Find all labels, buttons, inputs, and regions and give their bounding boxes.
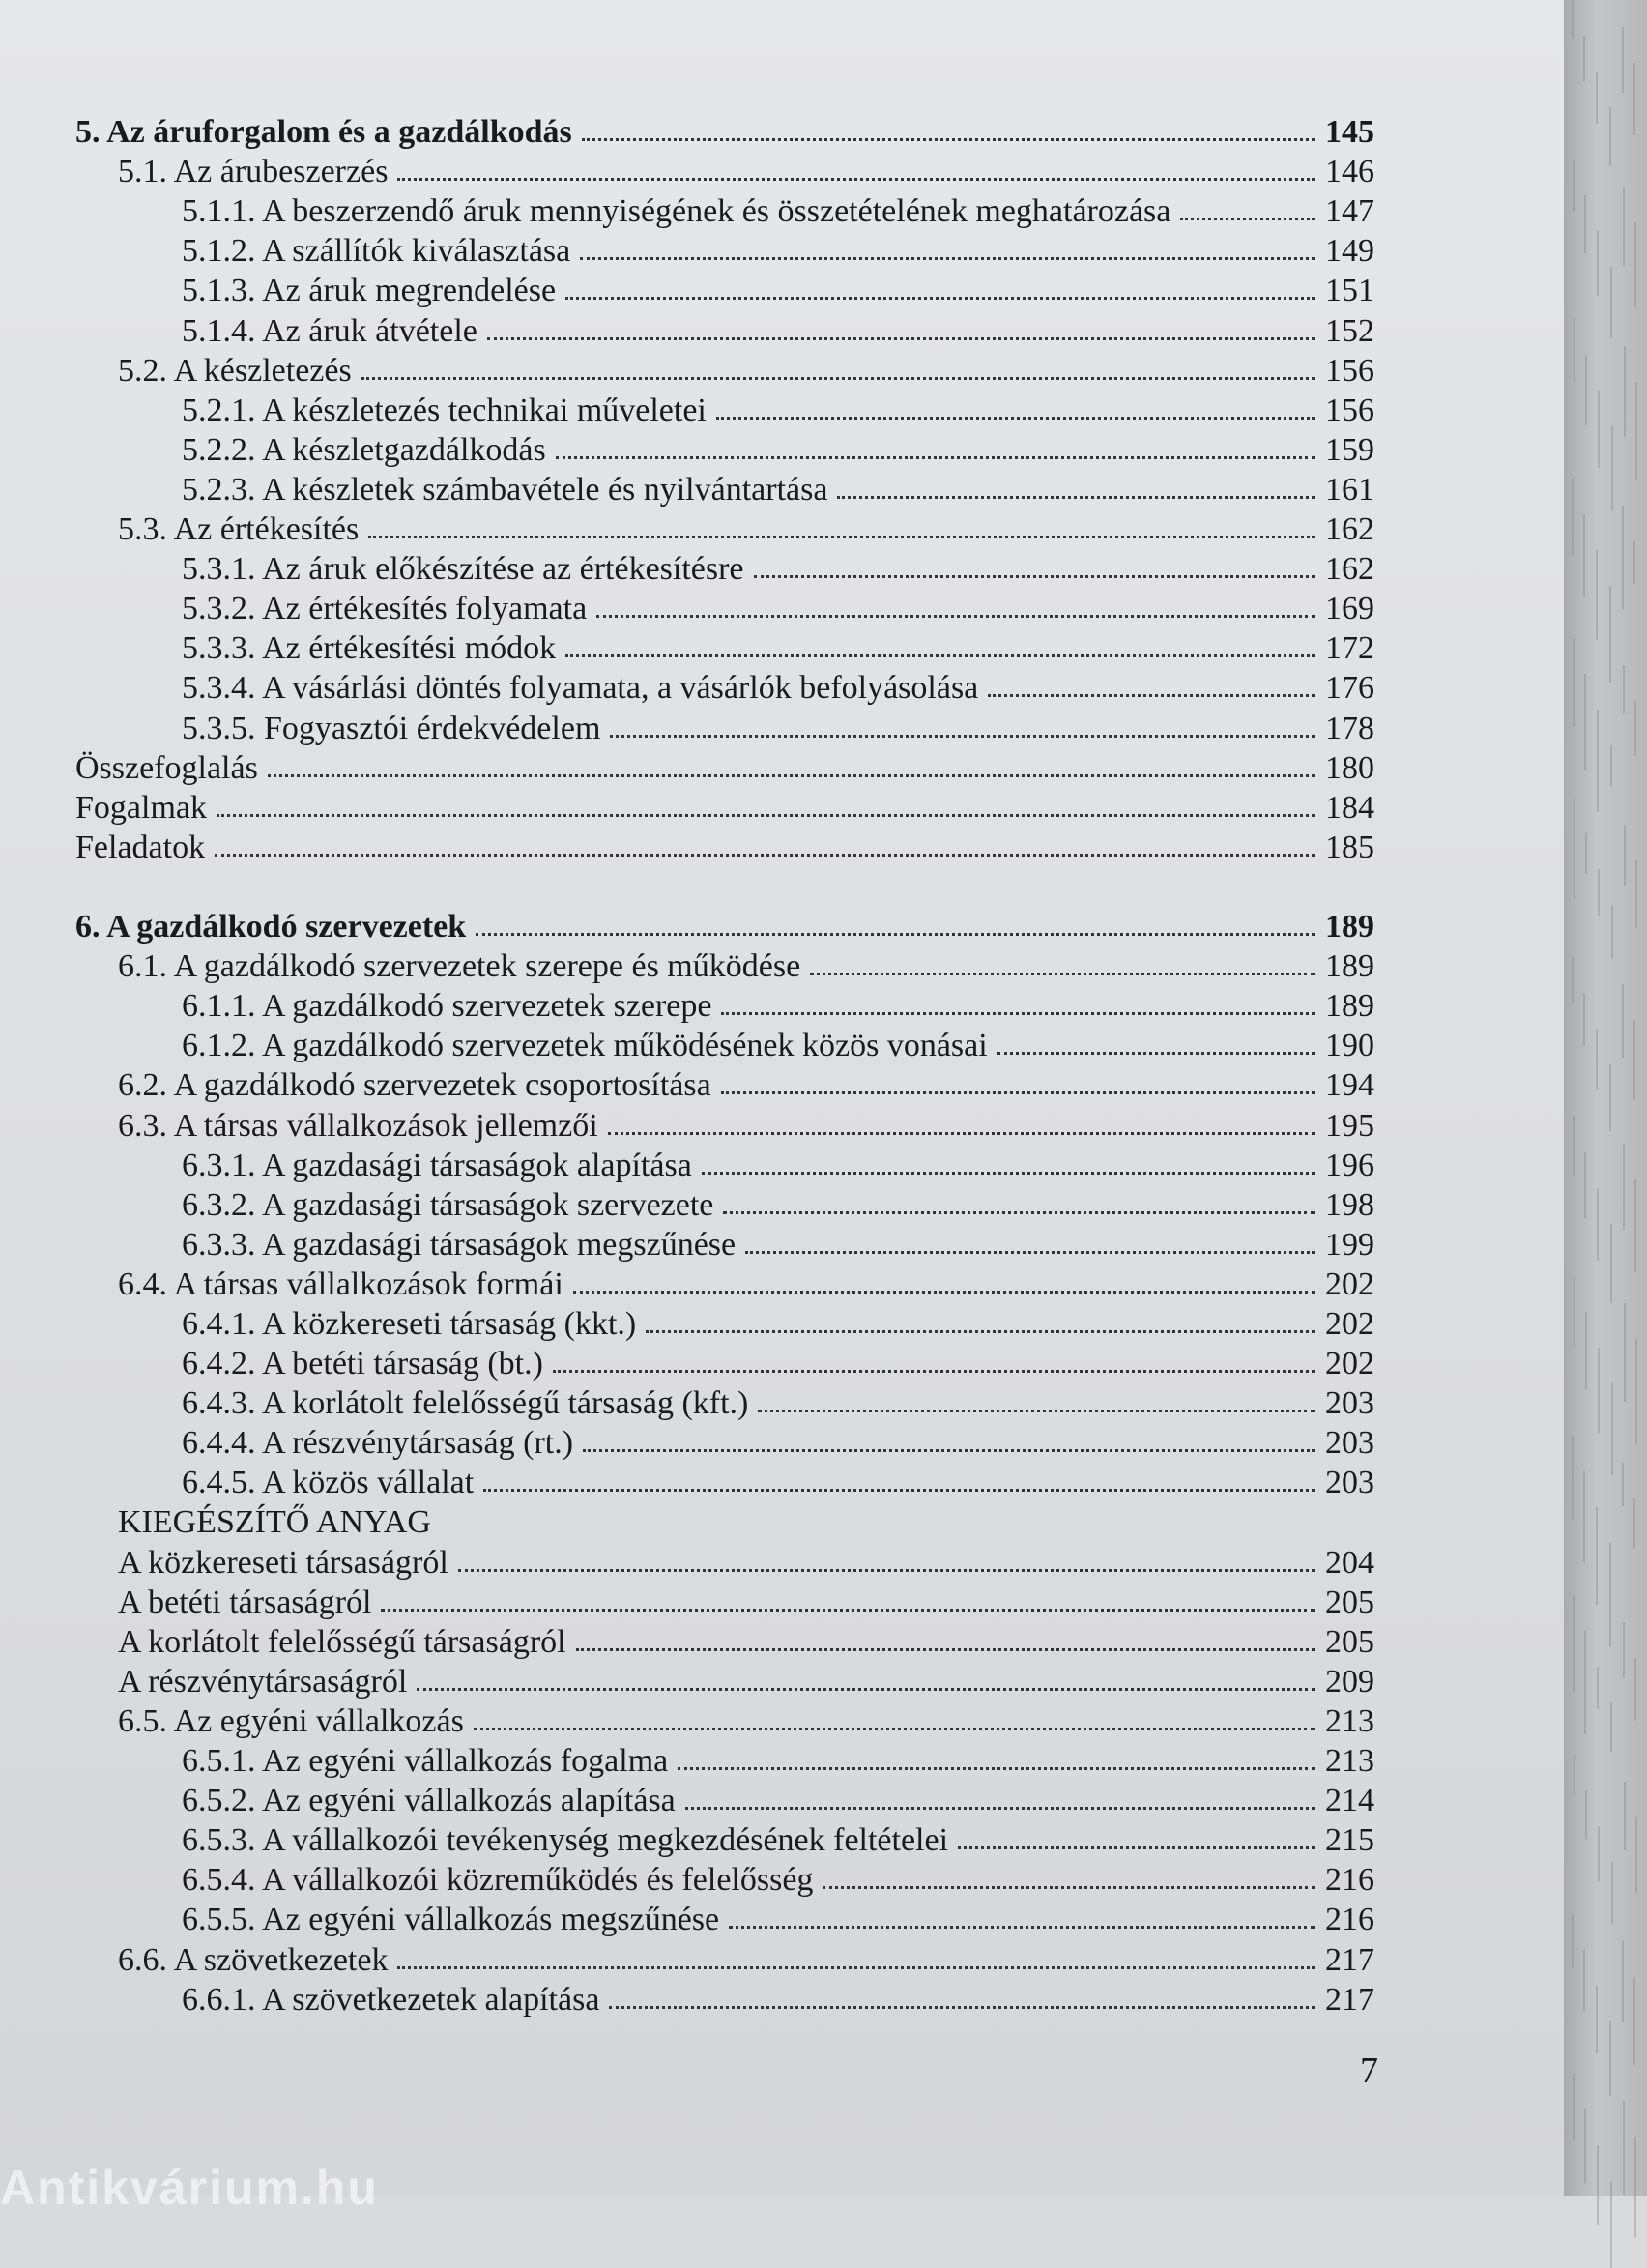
toc-entry [182,1463,1374,1502]
toc-entry-title: Összefoglalás [75,750,258,786]
dot-leader [215,854,1315,857]
spine-texture-line [1583,993,1585,1046]
toc-entry-page: 205 [1325,1585,1374,1620]
toc-entry-title: 6.3. A társas vállalkozások jellemzői [118,1108,598,1144]
dot-leader [745,1251,1315,1254]
toc-entry-title: 6.6. A szövetkezetek [118,1942,389,1978]
toc-entry-title: 5.3.3. Az értékesítési módok [182,630,557,666]
spine-texture-line [1634,2137,1636,2237]
toc-entry-title: 6.5.4. A vállalkozói közreműködés és felelősség [182,1862,814,1898]
dot-leader [368,536,1315,538]
spine-texture-line [1634,1658,1636,1721]
toc-entry-page: 162 [1325,511,1374,547]
toc-entry [118,1701,1374,1741]
spine-texture-line [1624,825,1626,886]
dot-leader [810,973,1315,975]
page-number: 7 [1360,2050,1378,2091]
dot-leader [397,178,1315,181]
spine-texture-line [1635,860,1637,928]
toc-entry-title: KIEGÉSZÍTŐ ANYAG [118,1504,431,1540]
spine-texture-line [1623,665,1625,713]
toc-entry [182,231,1374,271]
toc-entry-page: 190 [1325,1028,1374,1063]
toc-entry-title: 5.1. Az árubeszerzés [118,154,389,189]
dot-leader [685,1807,1315,1810]
toc-entry-page: 203 [1325,1465,1374,1500]
spine-texture-line [1633,1020,1635,1100]
toc-entry [118,1502,431,1542]
spine-texture-line [1584,195,1586,253]
toc-entry-page: 162 [1325,551,1374,587]
toc-entry [182,1344,1374,1383]
spine-texture-line [1597,2145,1599,2225]
toc-entry-title: 5.3.4. A vásárlási döntés folyamata, a vásárlók befolyásolása [182,670,979,706]
toc-entry-page: 147 [1325,193,1374,229]
toc-entry-page: 203 [1325,1385,1374,1421]
toc-entry-page: 202 [1325,1346,1374,1381]
toc-entry [75,907,1374,946]
toc-entry-title: 5.3. Az értékesítés [118,511,360,547]
toc-entry [182,1185,1374,1225]
dot-leader [1180,218,1315,220]
toc-entry [118,1543,1374,1583]
spine-texture-line [1584,1152,1586,1218]
dot-leader [556,456,1315,459]
toc-entry-title: 6.6.1. A szövetkezetek alapítása [182,1982,600,2018]
spine-texture-line [1583,514,1585,597]
spine-texture-line [1574,1276,1575,1348]
toc-entry-title: 5.1.1. A beszerzendő áruk mennyiségének és összetételének meghatározása [182,193,1171,229]
spine-texture-line [1609,586,1611,683]
toc-entry [182,1383,1374,1423]
spine-texture-line [1633,541,1635,584]
toc-entry [182,549,1374,589]
toc-entry-page: 180 [1325,750,1374,786]
toc-entry-page: 145 [1325,114,1374,150]
toc-entry-title: 6.1. A gazdálkodó szervezetek szerepe és működése [118,948,801,984]
toc-entry-page: 205 [1325,1624,1374,1660]
toc-entry-page: 195 [1325,1108,1374,1144]
spine-texture-line [1609,1064,1611,1131]
toc-entry-title: 6.3.2. A gazdasági társaságok szervezete [182,1187,714,1223]
spine-texture-line [1610,745,1612,787]
spine-texture-line [1633,63,1635,135]
toc-entry-page: 152 [1325,313,1374,349]
toc-entry [182,1146,1374,1185]
toc-entry-page: 178 [1325,711,1374,746]
dot-leader [646,1330,1315,1333]
toc-entry-page: 202 [1325,1266,1374,1302]
spine-texture-line [1596,1986,1598,2053]
dot-leader [476,933,1315,936]
toc-entry [182,271,1374,310]
spine-texture-line [1635,1817,1637,1893]
toc-entry-page: 189 [1325,948,1374,984]
spine-texture-line [1597,710,1599,812]
toc-entry [182,1781,1374,1820]
dot-leader [458,1569,1315,1572]
spine-texture-line [1622,27,1624,93]
spine-texture-line [1598,1826,1600,1881]
toc-entry-title: 5.3.2. Az értékesítés folyamata [182,591,588,626]
toc-entry [118,509,1374,549]
dot-leader [837,496,1315,499]
toc-entry-title: A korlátolt felelősségű társaságról [118,1624,566,1660]
toc-entry-page: 199 [1325,1227,1374,1263]
book-spine [1564,0,1647,2196]
spine-texture-line [1624,1303,1626,1402]
spine-texture-line [1572,479,1574,555]
toc-entry-page: 172 [1325,630,1374,666]
toc-entry-page: 156 [1325,393,1374,428]
toc-entry-page: 196 [1325,1148,1374,1183]
toc-entry-title: 5.2.3. A készletek számbavétele és nyilvántartása [182,472,828,508]
toc-entry-page: 203 [1325,1425,1374,1461]
spine-texture-line [1583,1471,1585,1562]
spine-texture-line [1622,984,1624,1058]
toc-entry-title: 6.3.1. A gazdasági társaságok alapítása [182,1148,692,1183]
toc-entry-title: 5.1.2. A szállítók kiválasztása [182,233,571,269]
spine-texture-line [1573,160,1575,211]
dot-leader [217,814,1315,817]
toc-entry-page: 217 [1325,1982,1374,2018]
toc-entry-title: 6.3.3. A gazdasági társaságok megszűnése [182,1227,737,1263]
spine-texture-line [1598,391,1600,468]
dot-leader [988,694,1315,697]
toc-entry [182,1900,1374,1939]
spine-texture-line [1596,1029,1598,1089]
spine-texture-line [1633,1977,1635,2065]
toc-entry-page: 215 [1325,1822,1374,1858]
toc-entry [75,788,1374,828]
spine-texture-line [1610,2181,1612,2268]
toc-entry [182,311,1374,351]
dot-leader [702,1172,1315,1175]
spine-texture-line [1597,1667,1599,1709]
spine-texture-line [1624,1782,1626,1850]
spine-texture-line [1609,1543,1611,1647]
spine-texture-line [1623,2101,1625,2195]
spine-texture-line [1573,638,1575,727]
spine-texture-line [1624,346,1626,437]
dot-leader [580,257,1315,260]
dot-leader [565,297,1315,300]
toc-entry [182,1225,1374,1265]
spine-texture-line [1585,1790,1587,1839]
toc-entry-page: 204 [1325,1545,1374,1581]
dot-leader [997,1052,1315,1055]
spine-texture-line [1572,957,1574,1003]
toc-entry-page: 184 [1325,790,1374,826]
dot-leader [754,575,1315,578]
spine-texture-line [1584,674,1586,770]
dot-leader [361,377,1315,380]
toc-entry [182,191,1374,231]
dot-leader [583,1449,1315,1452]
toc-entry-title: 6.4.5. A közös vállalat [182,1465,475,1500]
spine-texture-line [1585,1312,1587,1390]
spine-texture-line [1611,1862,1613,1924]
toc-entry [182,1980,1374,2020]
dot-leader [608,1132,1315,1135]
toc-entry [75,748,1374,788]
spine-texture-line [1597,231,1599,296]
spine-texture-line [1623,1622,1625,1678]
toc-entry-page: 146 [1325,154,1374,189]
toc-entry [182,470,1374,509]
toc-entry [182,391,1374,430]
dot-leader [565,654,1315,657]
toc-entry [182,1741,1374,1781]
toc-entry-title: 6.4.1. A közkereseti társaság (kkt.) [182,1306,637,1342]
toc-entry [182,589,1374,628]
toc-entry-page: 149 [1325,233,1374,269]
toc-entry [118,946,1374,986]
spine-texture-line [1598,1348,1600,1433]
toc-entry-title: 6.1.2. A gazdálkodó szervezetek működésének közös vonásai [182,1028,988,1063]
toc-entry-page: 194 [1325,1067,1374,1103]
spine-texture-line [1573,2074,1575,2140]
toc-entry-title: A betéti társaságról [118,1585,372,1620]
toc-entry-page: 213 [1325,1703,1374,1739]
toc-entry [118,1583,1374,1622]
toc-entry-title: 5. Az áruforgalom és a gazdálkodás [75,114,572,150]
watermark: Antikvárium.hu [0,2161,379,2215]
toc-entry-page: 159 [1325,432,1374,468]
dot-leader [582,138,1315,141]
spine-texture-line [1596,72,1598,124]
spine-texture-line [1635,382,1637,480]
spine-texture-line [1597,1188,1599,1261]
spine-texture-line [1573,1117,1575,1176]
spine-texture-line [1572,1914,1574,1968]
toc-entry-title: 6.5. Az egyéni vállalkozás [118,1703,464,1739]
spine-texture-line [1633,1498,1635,1549]
toc-entry-title: 5.2. A készletezés [118,353,352,389]
toc-entry-page: 189 [1325,909,1374,945]
spine-texture-line [1583,36,1585,81]
spine-texture-line [1634,1179,1636,1272]
dot-leader [576,1648,1315,1651]
toc-entry-title: 6.5.1. Az egyéni vállalkozás fogalma [182,1743,669,1779]
toc-entry-page: 189 [1325,988,1374,1024]
toc-entry-title: 5.2.2. A készletgazdálkodás [182,432,546,468]
dot-leader [729,1926,1315,1929]
spine-texture-line [1585,833,1587,874]
spine-texture-line [1635,1339,1637,1444]
dot-leader [758,1410,1315,1412]
toc-entry-title: 6.4.2. A betéti társaság (bt.) [182,1346,543,1381]
dot-leader [958,1846,1315,1849]
spine-texture-line [1634,701,1636,756]
toc-entry-page: 185 [1325,829,1374,865]
dot-leader [610,735,1315,738]
dot-leader [553,1370,1315,1373]
spine-texture-line [1634,222,1636,307]
toc-entry-page: 217 [1325,1942,1374,1978]
dot-leader [573,1291,1315,1294]
dot-leader [381,1609,1315,1612]
spine-texture-line [1609,2021,1611,2096]
dot-leader [716,417,1315,420]
toc-entry [118,152,1374,191]
spine-texture-line [1610,1702,1612,1752]
toc-entry-page: 169 [1325,591,1374,626]
toc-entry-page: 213 [1325,1743,1374,1779]
toc-entry-page: 214 [1325,1783,1374,1818]
toc-entry [118,1065,1374,1105]
toc-entry-title: 6. A gazdálkodó szervezetek [75,909,467,945]
dot-leader [721,1012,1315,1015]
spine-texture-line [1572,0,1574,39]
dot-leader [268,774,1315,777]
toc-entry [182,1026,1374,1065]
spine-texture-line [1585,355,1587,425]
spine-texture-line [1622,1941,1624,2022]
spine-texture-line [1574,798,1575,899]
spine-texture-line [1610,1224,1612,1303]
toc-entry [118,1940,1374,1980]
toc-entry [75,112,1374,152]
toc-entry-page: 209 [1325,1664,1374,1700]
toc-entry [182,628,1374,668]
toc-entry-title: 5.2.1. A készletezés technikai műveletei [182,393,707,428]
toc-entry-title: 6.5.5. Az egyéni vállalkozás megszűnése [182,1902,720,1937]
toc-entry [118,1106,1374,1146]
dot-leader [609,2006,1315,2009]
spine-texture-line [1583,1950,1585,2011]
spine-texture-line [1573,1595,1575,1692]
dot-leader [474,1728,1315,1730]
toc-entry-title: 5.1.4. Az áruk átvétele [182,313,477,349]
toc-entry [118,1662,1374,1701]
spine-texture-line [1598,869,1600,916]
toc-entry-page: 161 [1325,472,1374,508]
toc-entry-title: A közkereseti társaságról [118,1545,448,1581]
toc-entry [118,1622,1374,1662]
spine-texture-line [1572,1436,1574,1520]
toc-entry-title: 6.2. A gazdálkodó szervezetek csoportosítása [118,1067,711,1103]
spine-texture-line [1584,1631,1586,1734]
toc-entry-title: 6.4.3. A korlátolt felelősségű társaság (kft.) [182,1385,749,1421]
spine-texture-line [1623,1144,1625,1230]
spine-texture-line [1584,2109,1586,2183]
toc-entry [118,1265,1374,1304]
spine-texture-line [1611,426,1613,510]
toc-entry [182,1423,1374,1463]
toc-entry-page: 151 [1325,273,1374,308]
dot-leader [417,1688,1315,1691]
spine-texture-line [1596,550,1598,640]
toc-entry-title: 5.3.5. Fogyasztói érdekvédelem [182,711,601,746]
dot-leader [721,1091,1315,1094]
toc-entry-title: Fogalmak [75,790,207,826]
spine-texture-line [1574,1755,1575,1796]
toc-entry [182,986,1374,1026]
toc-entry [182,1860,1374,1900]
toc-entry-page: 176 [1325,670,1374,706]
toc-entry [182,668,1374,708]
toc-entry [182,709,1374,748]
toc-entry-title: Feladatok [75,829,206,865]
spine-texture-line [1609,107,1611,166]
toc-entry-page: 156 [1325,353,1374,389]
toc-entry [182,1820,1374,1860]
dot-leader [678,1767,1315,1770]
dot-leader [487,337,1315,340]
spine-texture-line [1611,1383,1613,1475]
spine-texture-line [1610,267,1612,338]
dot-leader [483,1489,1315,1492]
spine-texture-line [1622,1463,1624,1506]
toc-entry-title: 5.1.3. Az áruk megrendelése [182,273,557,308]
toc-entry-page: 202 [1325,1306,1374,1342]
toc-entry [118,351,1374,391]
toc-entry-title: 6.1.1. A gazdálkodó szervezetek szerepe [182,988,712,1024]
toc-entry-title: 6.4. A társas vállalkozások formái [118,1266,563,1302]
spine-texture-line [1574,319,1575,383]
toc-entry-title: 6.5.3. A vállalkozói tevékenység megkezdésének feltételei [182,1822,949,1858]
toc-entry-title: A részvénytársaságról [118,1664,408,1700]
toc-entry-page: 216 [1325,1862,1374,1898]
dot-leader [723,1211,1315,1214]
toc-entry [182,430,1374,470]
toc-entry [75,828,1374,867]
dot-leader [397,1966,1315,1969]
spine-texture-line [1596,1507,1598,1605]
spine-texture-line [1611,905,1613,959]
spine-texture-line [1623,187,1625,265]
toc-entry-title: 6.4.4. A részvénytársaság (rt.) [182,1425,574,1461]
dot-leader [823,1886,1315,1889]
spine-texture-line [1622,506,1624,609]
toc-entry-page: 216 [1325,1902,1374,1937]
toc-entry [182,1304,1374,1344]
toc-entry-page: 198 [1325,1187,1374,1223]
toc-entry-title: 5.3.1. Az áruk előkészítése az értékesítésre [182,551,744,587]
toc-entry-title: 6.5.2. Az egyéni vállalkozás alapítása [182,1783,676,1818]
dot-leader [596,615,1315,618]
